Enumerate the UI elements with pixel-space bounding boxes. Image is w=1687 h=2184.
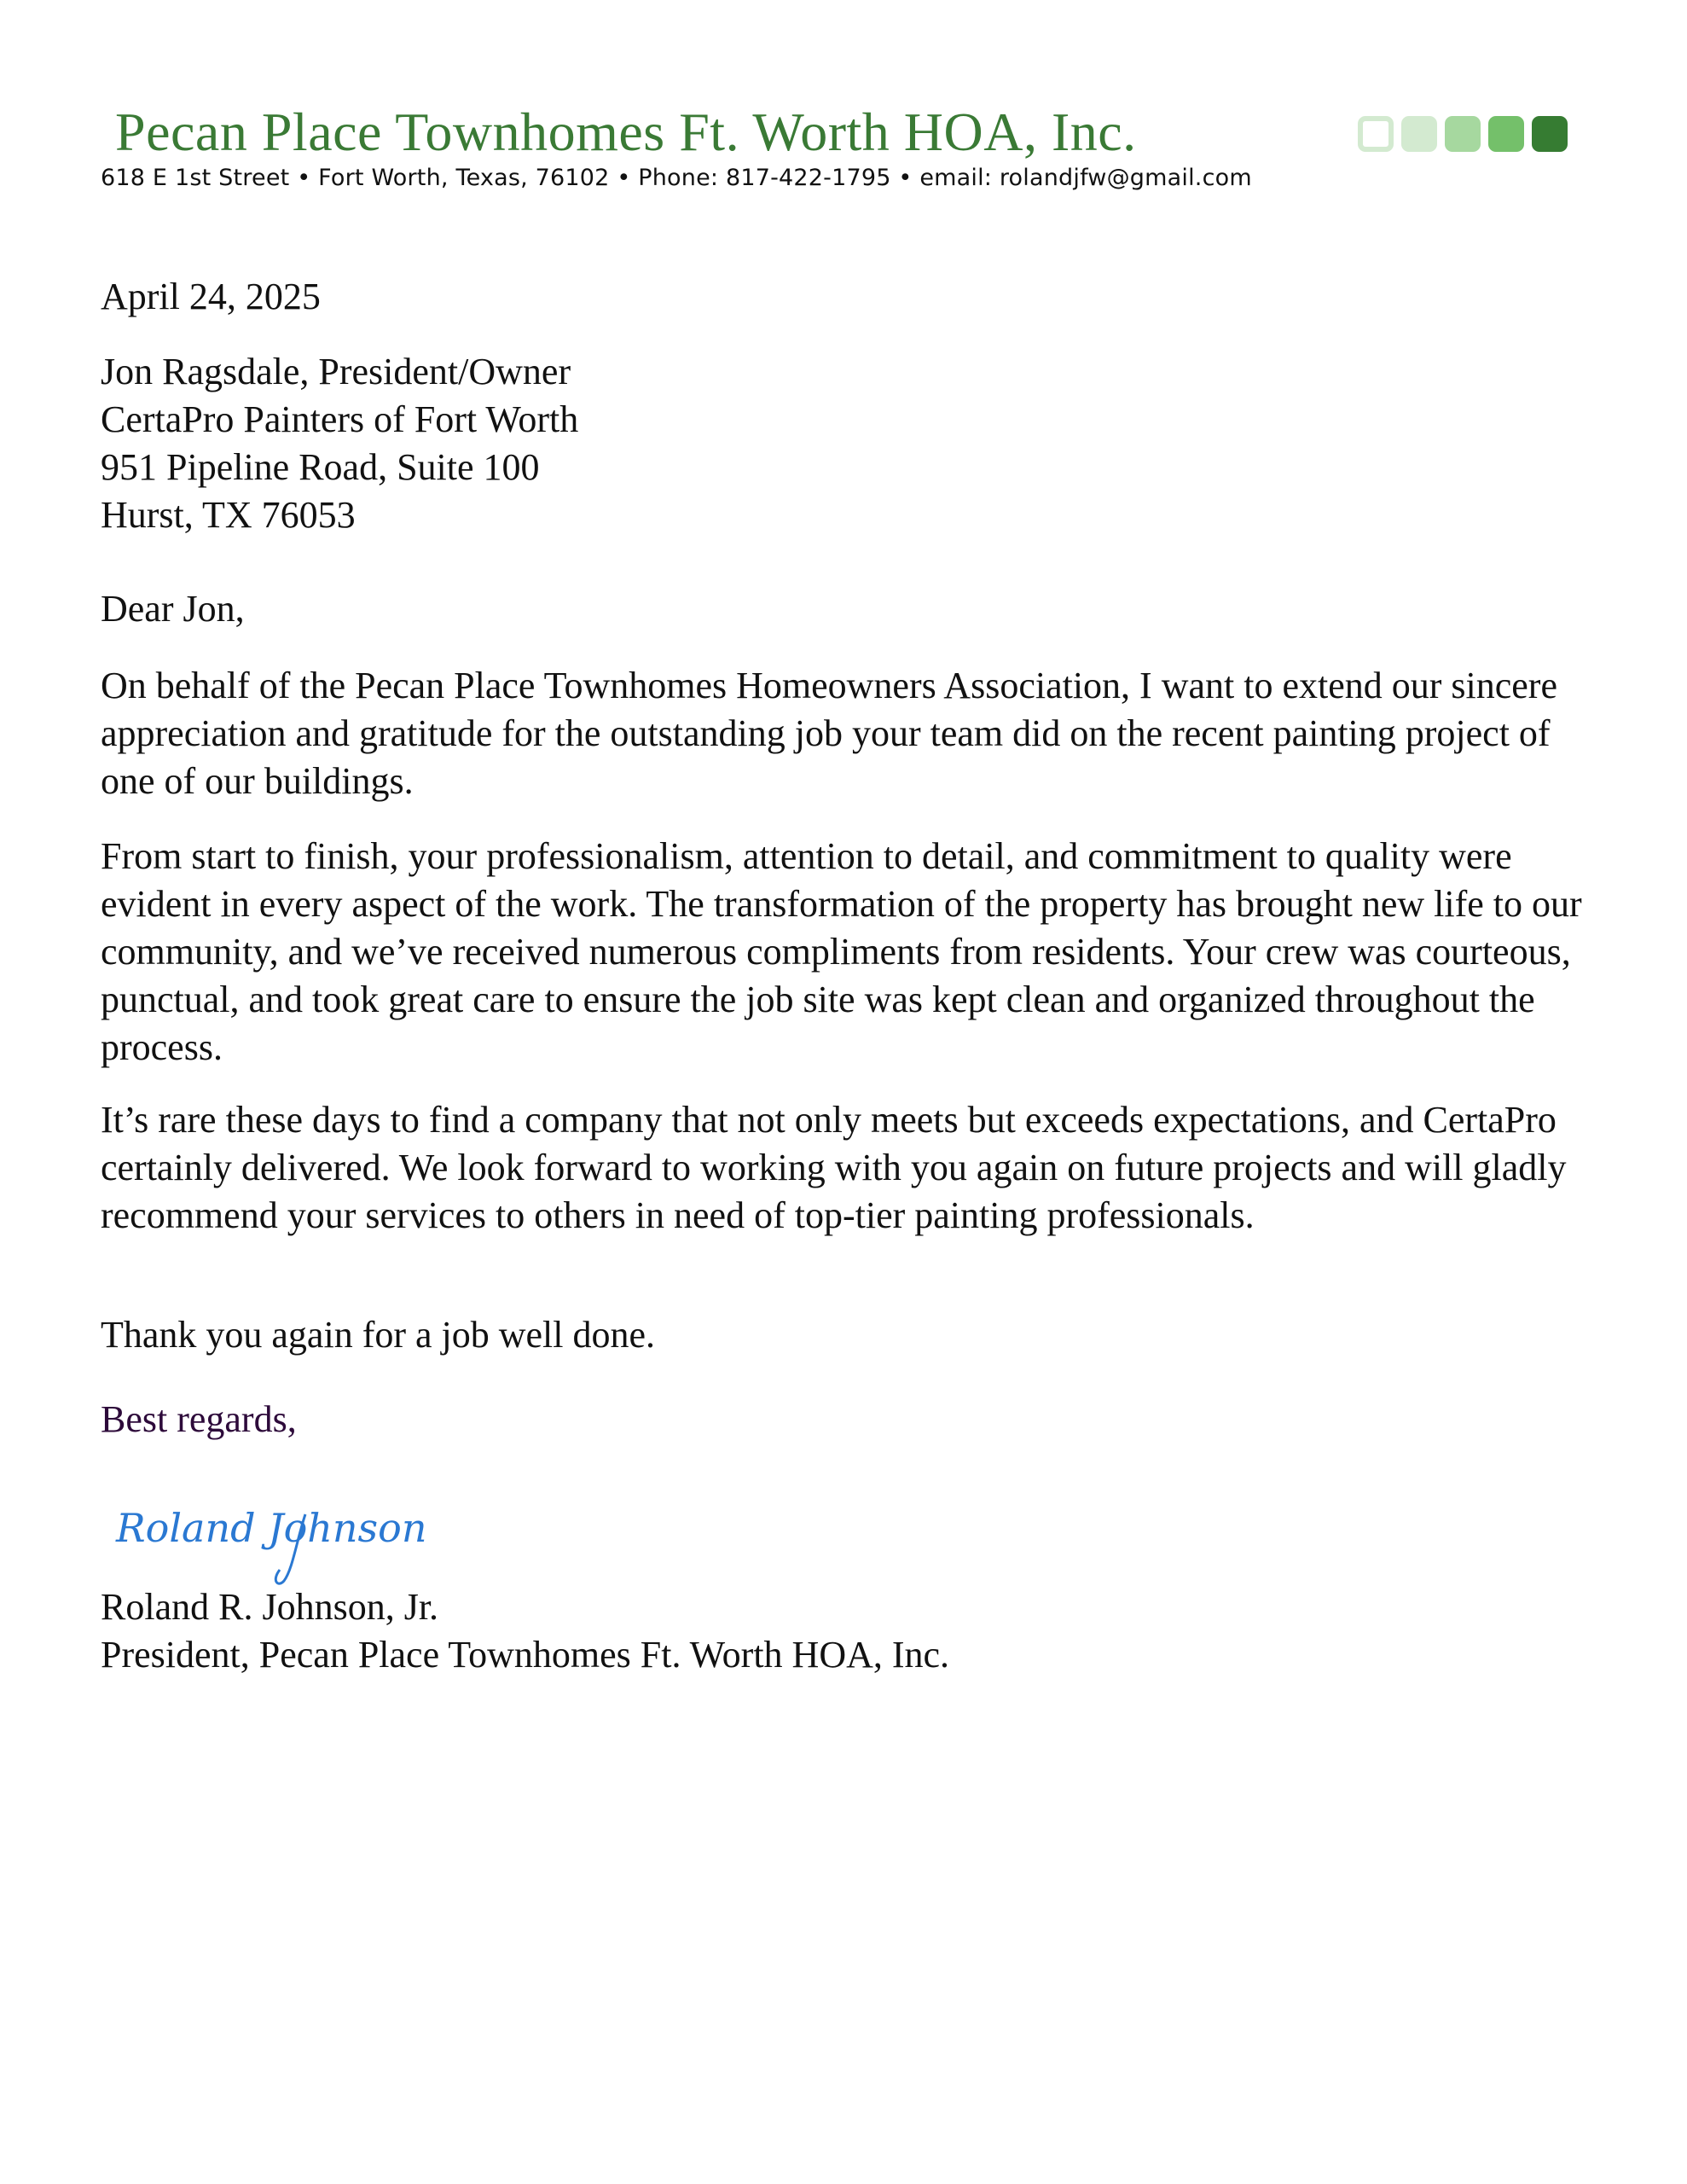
- logo-square-4: [1488, 116, 1524, 152]
- recipient-line: Jon Ragsdale, President/Owner: [101, 351, 571, 392]
- closing: Best regards,: [101, 1398, 297, 1440]
- salutation: Dear Jon,: [101, 588, 245, 630]
- signer-name: Roland R. Johnson, Jr.: [101, 1586, 439, 1628]
- recipient-line: 951 Pipeline Road, Suite 100: [101, 446, 540, 488]
- paragraph-4: Thank you again for a job well done.: [101, 1314, 656, 1356]
- signer-title: President, Pecan Place Townhomes Ft. Worth HOA, Inc.: [101, 1634, 950, 1676]
- signature-text: Roland Johnson: [116, 1505, 427, 1551]
- letterhead-contact-line: 618 E 1st Street • Fort Worth, Texas, 76102 • Phone: 817-422-1795 • email: rolandjfw@gmail.com: [101, 165, 1252, 191]
- logo-square-2: [1401, 116, 1437, 152]
- logo-square-1: [1358, 116, 1394, 152]
- signature-icon: [109, 1489, 467, 1591]
- letterhead-title: Pecan Place Townhomes Ft. Worth HOA, Inc.: [115, 102, 1137, 162]
- signature-image: [109, 1489, 467, 1595]
- paragraph-1: On behalf of the Pecan Place Townhomes Homeowners Association, I want to extend our sincere appreciation and gratitude for the outstanding job your team did on the recent painting project of one of our buildings.: [101, 665, 1557, 802]
- recipient-line: Hurst, TX 76053: [101, 494, 356, 536]
- logo-square-3: [1445, 116, 1481, 152]
- logo-square-5: [1532, 116, 1568, 152]
- paragraph-2: From start to finish, your professionalism, attention to detail, and commitment to quality were evident in every aspect of the work. The transformation of the property has brought new life to our community, and we’ve received numerous compliments from residents. Your crew was courteous, punctual, and took great care to ensure the job site was kept clean and organized throughout the process.: [101, 835, 1582, 1068]
- recipient-block: [101, 348, 1602, 539]
- paragraph-3: It’s rare these days to find a company that not only meets but exceeds expectations, and CertaPro certainly delivered. We look forward to working with you again on future projects and will gladly recommend your services to others in need of top-tier painting professionals.: [101, 1099, 1567, 1236]
- recipient-line: CertaPro Painters of Fort Worth: [101, 398, 579, 440]
- letter-date: April 24, 2025: [101, 276, 321, 317]
- logo-squares-icon: [1358, 116, 1568, 152]
